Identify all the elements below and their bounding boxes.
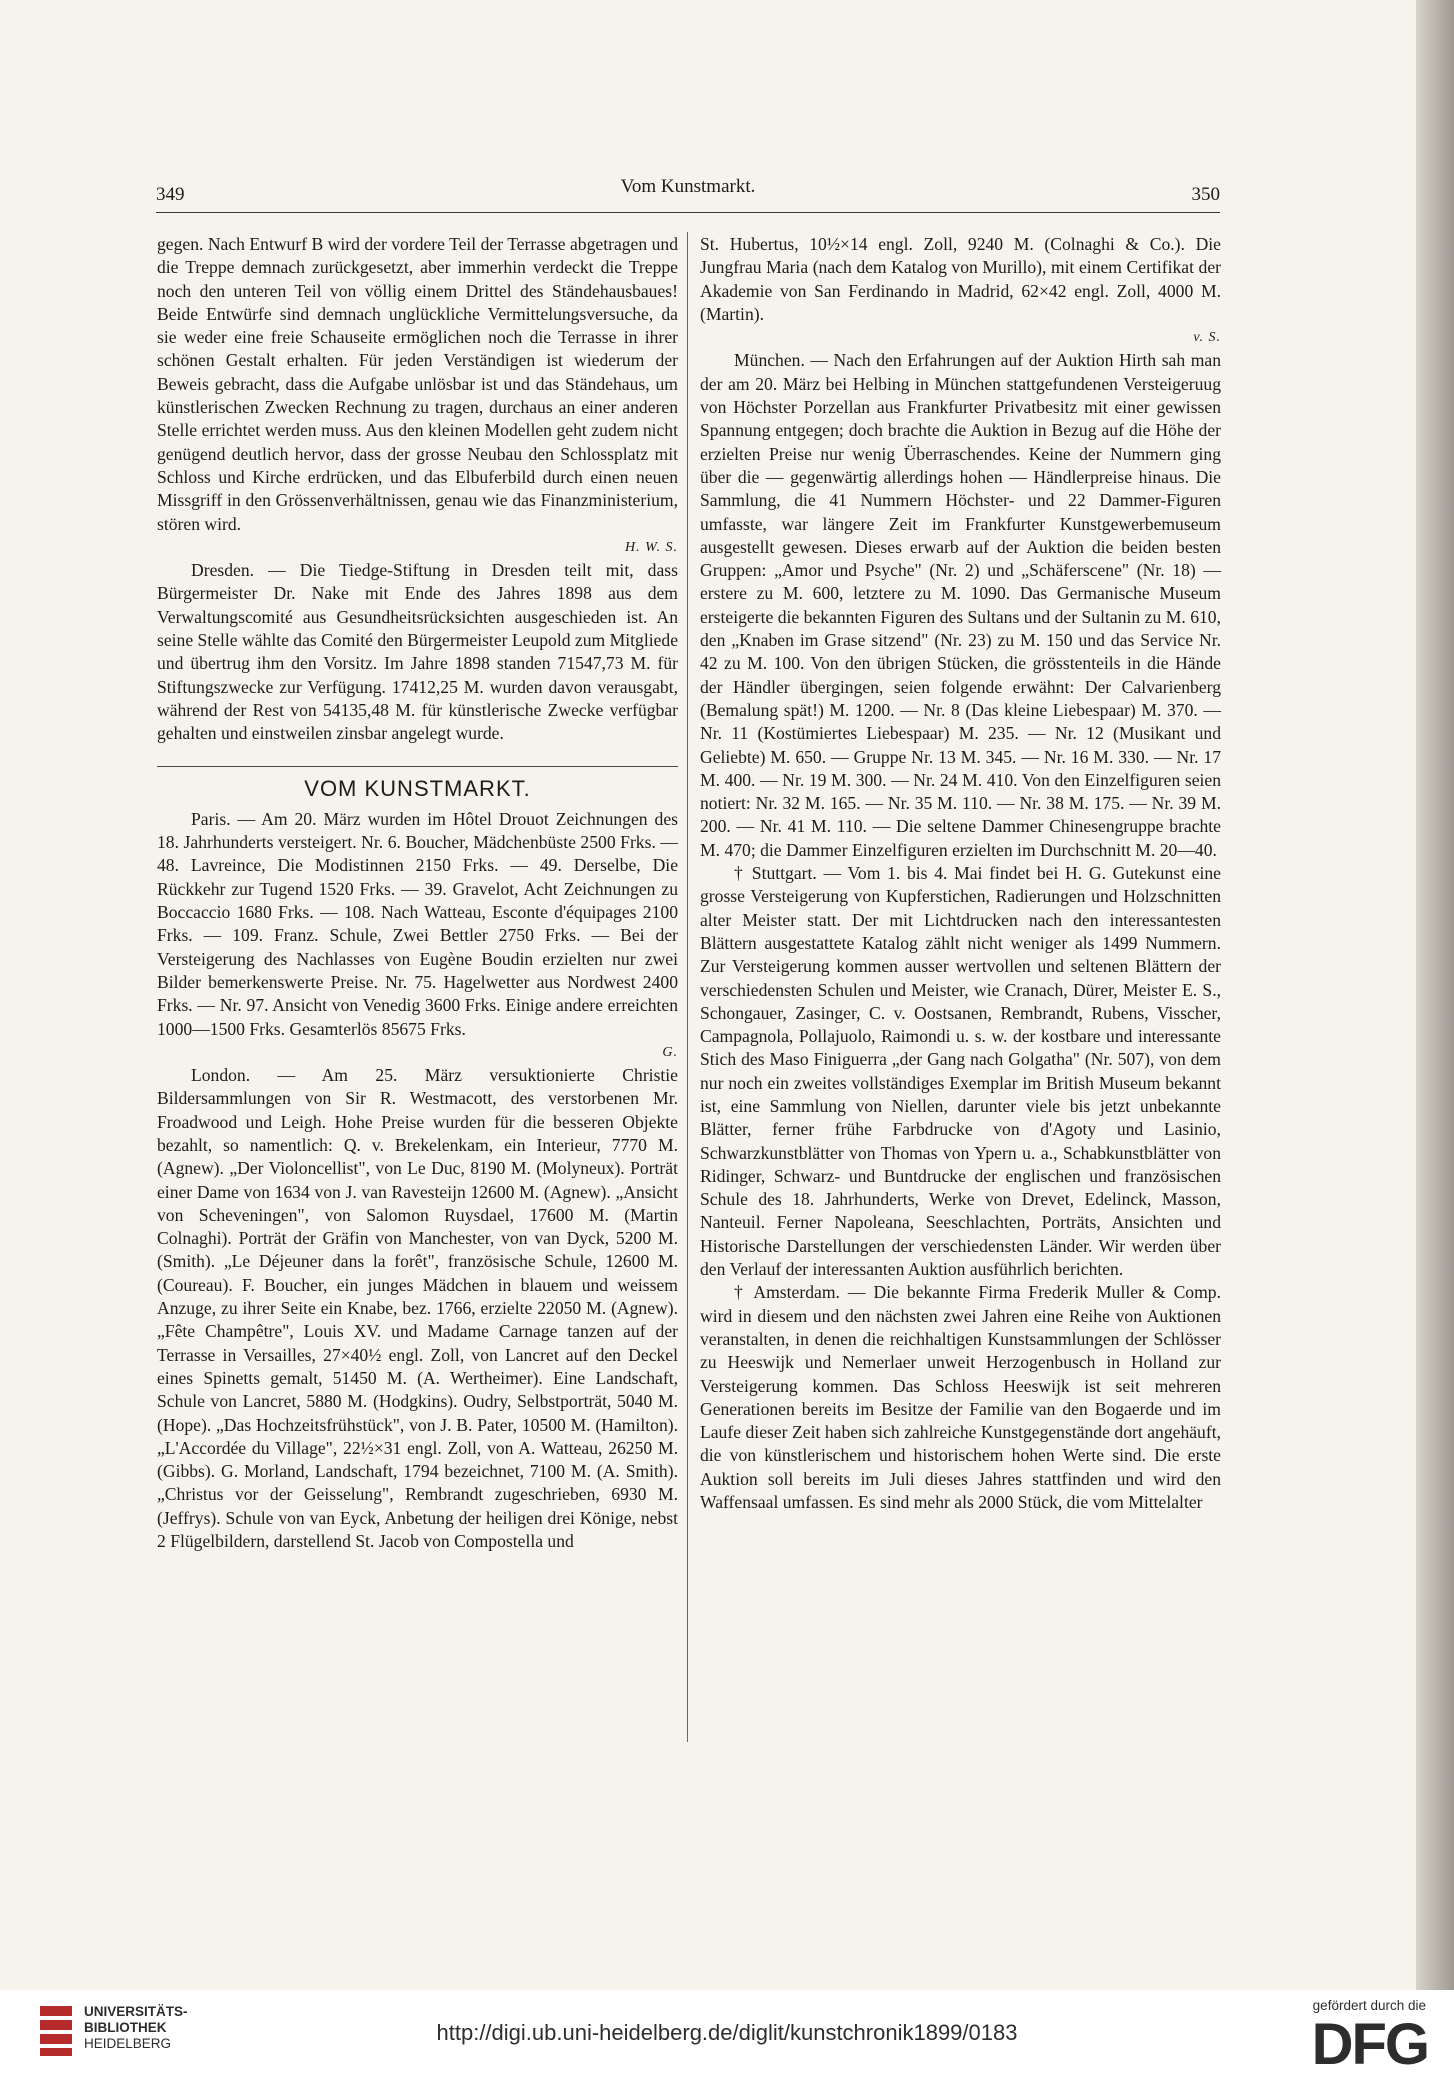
ub-line-1: UNIVERSITÄTS- [84, 2004, 188, 2019]
paragraph-paris: Paris. — Am 20. März wurden im Hôtel Drouot Zeichnungen des 18. Jahrhunderts versteigert. Nr. 6. Boucher, Mädchenbüste 2500 Frks. — 48. Lavreince, Die Modistinnen 2150 Frks. — 49. Derselbe, Die Rückkehr zur Tugend 1520 Frks. — 39. Gravelot, Acht Zeichnungen zu Boccaccio 1680 Frks. — 108. Nach Watteau, Esconte d'équipages 2100 Frks. — 109. Franz. Schule, Zwei Bettler 2750 Frks. — Bei der Versteigerung des Nachlasses von Eugène Boudin erzielten nur zwei Bilder bemerkenswerte Preise. Nr. 75. Hagelwetter aus Nordwest 2400 Frks. — Nr. 97. Ansicht von Venedig 3600 Frks. Einige andere erreichten 1000—1500 Frks. Gesamterlös 85675 Frks. [157, 808, 678, 1039]
running-header [156, 176, 1220, 210]
paragraph-stuttgart: † Stuttgart. — Vom 1. bis 4. Mai findet bei H. G. Gutekunst eine grosse Versteigerung von Kupferstichen, Radierungen und Holzschnitten alter Meister statt. Der mit Lichtdrucken nach den interessantesten Blättern ausgestattete Katalog zählt nicht weniger als 1499 Nummern. Zur Versteigerung kommen ausser wertvollen und seltenen Blättern der verschiedensten Schulen und Meister, wie Cranach, Dürer, Meister E. S., Schongauer, Zasinger, C. v. Oostsanen, Rembrandt, Rubens, Visscher, Campagnola, Pollajuolo, Raimondi u. s. w. der kostbare und interessante Stich des Maso Finiguerra „der Gang nach Golgatha" (Nr. 507), von dem nur noch ein zweites vollständiges Exemplar im British Museum bekannt ist, eine Sammlung von Niellen, darunter viele bis jetzt unbekannte Blätter, ferner frühe Farbdrucke von d'Agoty und Lasinio, Schwarzkunstblätter von Thomas von Ypern u. a., Schabkunstblätter von Ridinger, Schwarz- und Buntdrucke der englischen und französischen Schule des 18. Jahrhunderts, Werke von Drevet, Edelinck, Masson, Nanteuil. Ferner Napoleana, Seeschlachten, Porträts, Ansichten und Historische Darstellungen der verschiedensten Länder. Wir werden über den Verlauf der interessanten Auktion ausführlich berichten. [700, 863, 1221, 1280]
section-rule [157, 766, 678, 767]
right-column [700, 233, 1221, 1514]
source-url-link[interactable]: http://digi.ub.uni-heidelberg.de/diglit/kunstchronik1899/0183 [436, 2020, 1018, 2045]
section-title: VOM KUNSTMARKT. [304, 775, 531, 801]
signature-g: G. [662, 1044, 678, 1060]
page-number-right: 350 [1191, 184, 1220, 205]
ub-line-2: BIBLIOTHEK [84, 2020, 167, 2035]
page-number-left: 349 [156, 184, 185, 205]
paragraph-dresden: Dresden. — Die Tiedge-Stiftung in Dresden teilt mit, dass Bürgermeister Dr. Nake mit Ende des Jahres 1898 aus dem Verwaltungscomité aus Gesundheitsrücksichten ausgeschieden ist. An seine Stelle wählte das Comité den Bürgermeister Leupold zum Mitgliede und übertrug ihm den Vorsitz. Im Jahre 1898 standen 71547,73 M. für Stiftungszwecke zur Verfügung. 17412,25 M. wurden davon verausgabt, während der Rest von 54135,48 M. für künstlerische Zwecke verfügbar gehalten und einstweilen zinsbar angelegt wurde. [157, 560, 679, 744]
scan-edge [1416, 0, 1454, 1990]
dfg-caption: gefördert durch die [1312, 1998, 1426, 2013]
signature-vs: v. S. [1193, 330, 1221, 346]
paragraph-muenchen: München. — Nach den Erfahrungen auf der Auktion Hirth sah man der am 20. März bei Helbing in München stattgefundenen Versteigeruug von Höchster Porzellan aus Frankfurter Privatbesitz mit einer gewissen Spannung entgegen; doch brachte die Auktion in Bezug auf die Höhe der erzielten Preise nur wenig Überraschendes. Keine der Nummern ging über die — gegenwärtig allerdings hohen — Händlerpreise hinaus. Die Sammlung, die 41 Nummern Höchster- und 22 Dammer-Figuren umfasste, war längere Zeit im Frankfurter Kunstgewerbemuseum ausgestellt gewesen. Dieses erwarb auf der Auktion die beiden besten Gruppen: „Amor und Psyche" (Nr. 2) und „Schäferscene" (Nr. 18) — erstere zu M. 600, letztere zu M. 1090. Das Germanische Museum ersteigerte die bekannten Figuren des Sultans und der Sultanin zu M. 610, den „Knaben im Grase sitzend" (Nr. 23) zu M. 150 und das Service Nr. 42 zu M. 100. Von den übrigen Stücken, die grösstenteils in die Hände der Händler übergingen, seien folgende erwähnt: Der Calvarienberg (Bemalung spät!) M. 1200. — Nr. 8 (Das kleine Liebespaar) M. 370. — Nr. 11 (Kostümiertes Liebespaar) M. 235. — Nr. 12 (Musikant und Geliebte) M. 650. — Gruppe Nr. 13 M. 345. — Nr. 16 M. 330. — Nr. 17 M. 400. — Nr. 19 M. 300. — Nr. 24 M. 410. Von den Einzelfiguren seien notiert: Nr. 32 M. 165. — Nr. 35 M. 110. — Nr. 38 M. 175. — Nr. 39 M. 200. — Nr. 41 M. 110. — Die seltene Dammer Chinesengruppe brachte M. 470; die Dammer Einzelfiguren erzielten im Durchschnitt M. 20—40. [700, 350, 1221, 860]
dfg-logo: DFG [1311, 2012, 1428, 2077]
paragraph-amsterdam: † Amsterdam. — Die bekannte Firma Frederik Muller & Comp. wird in diesem und den nächsten zwei Jahren eine Reihe von Auktionen veranstalten, in denen die reichhaltigen Kunstsammlungen der Schlösser zu Heeswijk und Nemerlaer unweit Herzogenbusch in Holland zur Versteigerung kommen. Das Schloss Heeswijk ist seit mehreren Generationen bereits im Besitze der Familie van den Bogaerde und im Laufe dieser Zeit haben sich zahlreiche Kunstgegenstände dort angehäuft, die von künstlerischem und historischem hohen Werte sind. Die erste Auktion soll bereits im Juli dieses Jahres stattfinden und wird den Waffensaal umfassen. Es sind mehr als 2000 Stück, die vom Mittelalter [700, 1282, 1221, 1513]
left-column [157, 233, 678, 1553]
column-divider [687, 232, 688, 1742]
signature-hws: H. W. S. [625, 539, 678, 555]
paragraph-london: London. — Am 25. März versuktionierte Christie Bildersammlungen von Sir R. Westmacott, des verstorbenen Mr. Froadwood und Leigh. Hohe Preise wurden für die besseren Objekte bezahlt, so namentlich: Q. v. Brekelenkam, ein Interieur, 7770 M. (Agnew). „Der Violoncellist", von Le Duc, 8190 M. (Molyneux). Porträt einer Dame von 1634 von J. van Ravesteijn 12600 M. (Agnew). „Ansicht von Scheveningen", von Salomon Ruysdael, 17600 M. (Martin Colnaghi). Porträt der Gräfin von Manchester, von van Dyck, 5200 M. (Smith). „Le Déjeuner dans la forêt", französische Schule, 12600 M. (Coureau). F. Boucher, ein junges Mädchen in blauem und weissem Anzuge, zu ihrer Seite ein Knabe, bez. 1766, erzielte 22050 M. (Agnew). „Fête Champêtre", Louis XV. und Madame Carnage tanzen auf der Terrasse in Versailles, 27×40½ engl. Zoll, von Lancret auf den Deckel eines Spinetts gemalt, 51450 M. (A. Wertheimer). Eine Landschaft, Schule von Lancret, 5880 M. (Hodgkins). Oudry, Selbstporträt, 5040 M. (Hope). „Das Hochzeitsfrühstück", von J. B. Pater, 10500 M. (Hamilton). „L'Accordée du Village", 22½×31 engl. Zoll, von A. Watteau, 26250 M. (Gibbs). G. Morland, Landschaft, 1794 bezeichnet, 7100 M. (A. Smith). „Christus vor der Geisselung", Rembrandt zugeschrieben, 6930 M. (Jeffrys). Schule von van Eyck, Anbetung der heiligen drei Könige, nebst 2 Flügelbildern, darstellend St. Jacob von Compostella und [157, 1065, 678, 1552]
running-title: Vom Kunstmarkt. [620, 176, 756, 197]
paragraph-hubertus: St. Hubertus, 10½×14 engl. Zoll, 9240 M. (Colnaghi & Co.). Die Jungfrau Maria (nach dem Katalog von Murillo), mit einem Certifikat der Akademie von San Ferdinando in Madrid, 62×42 engl. Zoll, 4000 M. (Martin). [700, 234, 1221, 324]
ub-line-3: HEIDELBERG [84, 2036, 172, 2051]
digitization-footer [0, 1990, 1454, 2082]
header-rule [156, 212, 1220, 213]
paragraph-terrasse: gegen. Nach Entwurf B wird der vordere Teil der Terrasse abgetragen und die Treppe demnach zurückgesetzt, aber immerhin verdeckt die Treppe noch den unteren Teil von völlig einem Drittel des Ständehausbaues! Beide Entwürfe sind demnach unglückliche Vermittelungsversuche, da sie weder eine freie Schauseite ermöglichen noch die Terrasse in ihrer schönen Gestalt erhalten. Für jeden Verständigen ist wiederum der Beweis gebracht, dass die Aufgabe unlösbar ist und das Ständehaus, um künstlerischen Zwecken Rechnung zu tragen, durchaus an einer anderen Stelle errichtet werden muss. Aus den kleinen Modellen geht zudem nicht genügend deutlich hervor, dass der grosse Neubau den Schlossplatz mit Schloss und Kirche erdrücken, und das Elbuferbild durch einen neuen Missgriff in den Grössenverhältnissen, genau wie das Finanzministerium, stören wird. [157, 234, 678, 534]
